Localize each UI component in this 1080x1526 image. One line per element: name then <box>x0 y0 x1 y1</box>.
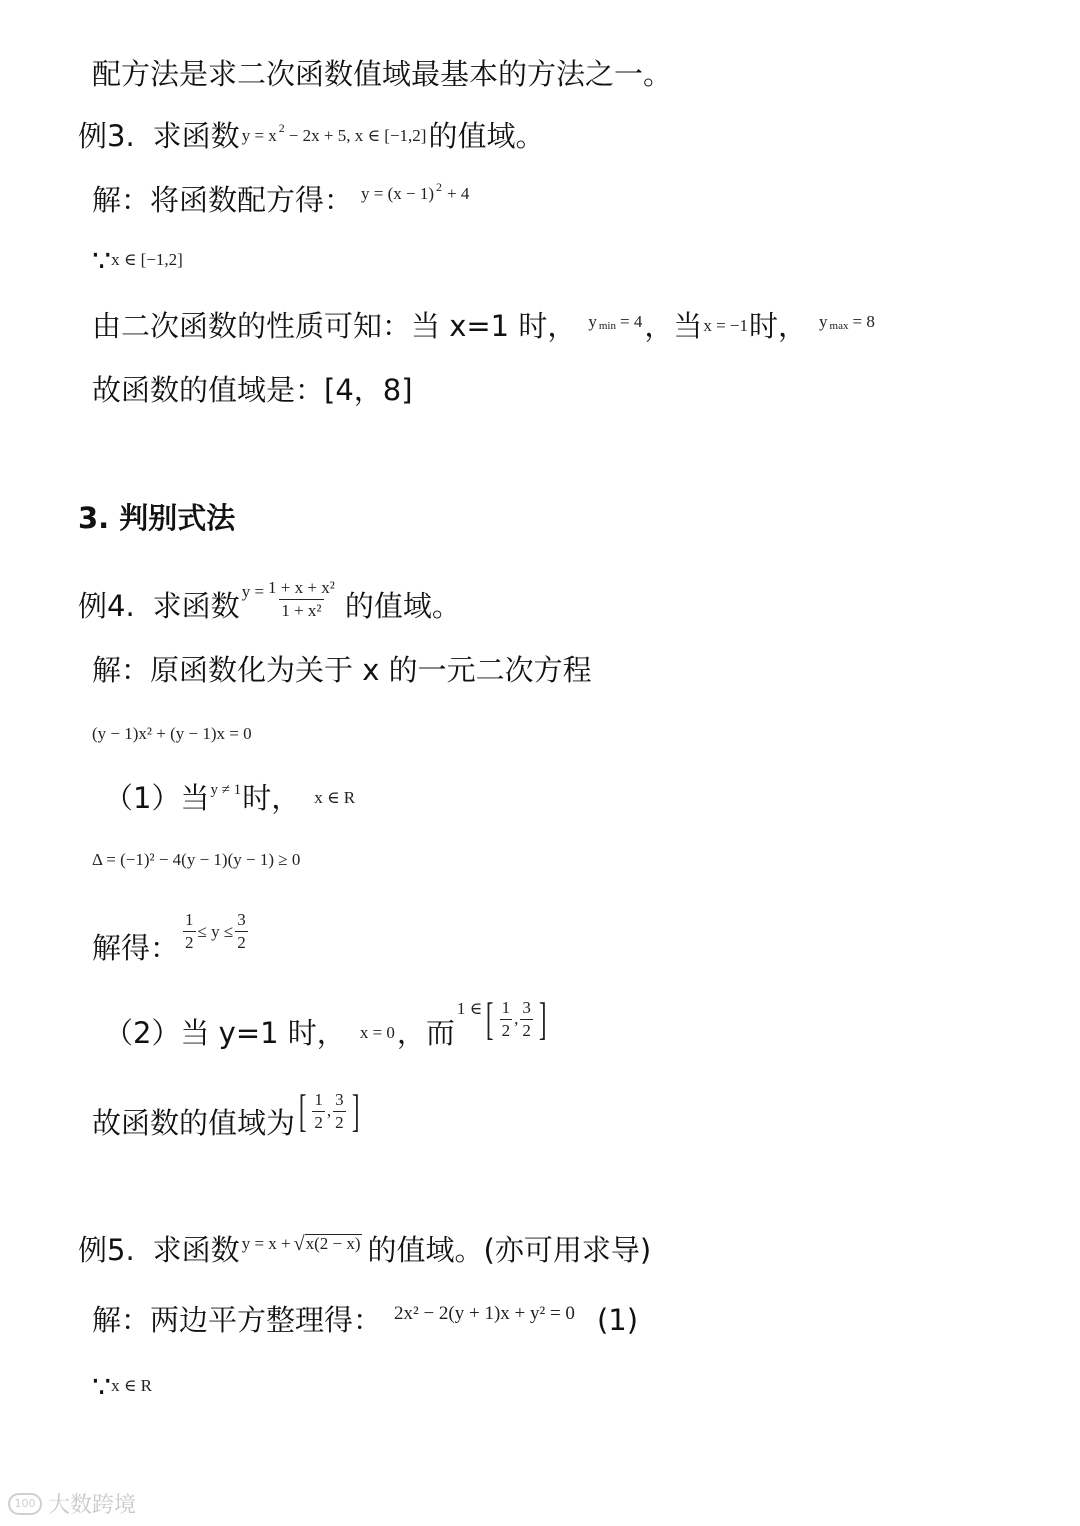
example-3-domain <box>92 240 185 280</box>
fraction-half <box>312 1090 325 1133</box>
case-1-domain: x ∈ R <box>314 788 356 807</box>
left-bracket: [ <box>486 993 494 1044</box>
fraction-half <box>183 910 196 953</box>
question-suffix: 的值域。 <box>344 588 461 623</box>
y-max-expression <box>819 302 875 342</box>
fraction-three-halves <box>235 910 248 953</box>
example-4-result <box>92 1085 363 1140</box>
completed-square <box>361 174 469 214</box>
expr-prefix: y = x + <box>241 1234 291 1253</box>
left-bracket: [ <box>298 1085 307 1136</box>
numerator: 3 <box>335 1089 344 1109</box>
numerator: 1 <box>314 1089 323 1109</box>
example-3-result: 故函数的值域是：[4，8] <box>92 373 413 407</box>
y-equals: y = <box>241 581 265 601</box>
fraction-numerator: 1 + x + x² <box>268 578 335 597</box>
square-root <box>294 1234 362 1254</box>
domain-expression: x ∈ R <box>111 1376 153 1395</box>
numerator: 1 <box>501 997 511 1017</box>
example-4-case-2 <box>104 993 552 1050</box>
radical-sign: √ <box>293 1233 305 1255</box>
because-symbol: ∵ <box>92 244 110 279</box>
expr-exponent: 2 <box>278 121 285 135</box>
denominator: 2 <box>501 1020 511 1040</box>
watermark-logo: 100 <box>8 1493 42 1515</box>
section-heading: 3. 判别式法 <box>78 501 236 535</box>
squared-equation: 2x² − 2(y + 1)x + y² = 0 <box>394 1303 575 1324</box>
rational-fraction <box>266 578 337 621</box>
question-suffix: 的值域。 <box>428 119 545 153</box>
middle-text-2: 时， <box>749 309 808 343</box>
example-4-solve <box>92 910 252 965</box>
numerator: 3 <box>237 910 246 929</box>
quadratic-equation: (y − 1)x² + (y − 1)x = 0 <box>92 724 252 743</box>
domain-expression: x ∈ [−1,2] <box>111 250 183 269</box>
equation-tag: (1) <box>596 1303 639 1337</box>
because-symbol: ∵ <box>92 1370 110 1405</box>
example-label: 例5. <box>78 1233 135 1267</box>
min-value: = 4 <box>619 312 643 331</box>
example-4-solution: 解：原函数化为关于 x 的一元二次方程 <box>92 653 592 687</box>
result-prefix: 故函数的值域为 <box>92 1106 296 1140</box>
case-2-prefix: （2）当 y=1 时， <box>104 1016 346 1050</box>
right-bracket: ] <box>351 1085 360 1136</box>
question-prefix: 求函数 <box>152 119 240 153</box>
y-symbol: y <box>819 312 828 331</box>
radicand: x(2 − x) <box>305 1234 361 1253</box>
numerator: 3 <box>522 997 531 1017</box>
case-1-middle: 时， <box>242 781 301 815</box>
example-5-solution <box>92 1300 638 1340</box>
solution-label: 解：将函数配方得： <box>92 183 354 217</box>
comma: , <box>514 1009 519 1028</box>
intro-text: 配方法是求二次函数值域最基本的方法之一。 <box>92 57 673 91</box>
watermark <box>8 1488 136 1519</box>
solve-inequality <box>181 910 250 953</box>
function-expression <box>242 116 427 156</box>
case-2-middle: ，而 <box>396 1016 455 1050</box>
example-label: 例4. <box>78 588 135 623</box>
case-2-x: x = 0 <box>359 1023 395 1042</box>
example-3-property <box>92 306 877 346</box>
expr-tail: − 2x + 5, x ∈ [−1,2] <box>288 126 427 145</box>
example-label: 例3. <box>78 119 135 153</box>
question-suffix: 的值域。(亦可用求导) <box>367 1233 652 1267</box>
fraction-three-halves <box>333 1090 346 1133</box>
middle-text: ，当 <box>644 309 703 343</box>
range-interval <box>295 1085 363 1136</box>
solution-label: 解：两边平方整理得： <box>92 1303 383 1337</box>
fraction-denominator: 1 + x² <box>281 601 322 620</box>
case-1-condition: y ≠ 1 <box>210 782 242 798</box>
denominator: 2 <box>314 1112 323 1132</box>
function-expression <box>242 1224 362 1264</box>
denominator: 2 <box>335 1112 344 1132</box>
fraction-three-halves <box>520 998 533 1041</box>
x-value: x = −1 <box>703 316 749 335</box>
solve-label: 解得： <box>92 930 180 965</box>
question-prefix: 求函数 <box>152 588 240 623</box>
denominator: 2 <box>185 933 194 952</box>
expr-base: y = x <box>241 126 277 145</box>
denominator: 2 <box>522 1020 531 1040</box>
example-3-solution <box>92 180 471 220</box>
fraction-half <box>500 998 513 1041</box>
example-4-case-1 <box>104 778 357 818</box>
membership-symbol: 1 ∈ <box>456 999 483 1018</box>
example-3-question <box>78 116 544 156</box>
question-prefix: 求函数 <box>152 1233 240 1267</box>
square-base: y = (x − 1) <box>361 184 435 203</box>
example-4-discriminant <box>92 840 300 880</box>
square-exponent: 2 <box>436 180 443 194</box>
max-subscript: max <box>829 320 849 332</box>
property-text: 由二次函数的性质可知：当 x=1 时， <box>92 309 577 343</box>
case-1-prefix: （1）当 <box>104 781 210 815</box>
membership-expression <box>456 993 550 1044</box>
square-tail: + 4 <box>447 184 470 203</box>
example-4-equation <box>92 714 252 754</box>
function-expression <box>242 578 339 621</box>
max-value: = 8 <box>852 312 875 331</box>
denominator: 2 <box>237 933 246 952</box>
comma: , <box>326 1101 332 1120</box>
example-5-domain <box>92 1366 154 1406</box>
min-subscript: min <box>598 320 616 332</box>
example-4-question <box>78 578 461 627</box>
discriminant-inequality: Δ = (−1)² − 4(y − 1)(y − 1) ≥ 0 <box>92 850 301 869</box>
y-symbol: y <box>588 312 597 331</box>
example-5-question <box>78 1230 651 1270</box>
right-bracket: ] <box>538 993 547 1044</box>
numerator: 1 <box>185 910 194 929</box>
y-min-expression <box>588 302 642 342</box>
watermark-text: 大数跨境 <box>48 1493 137 1518</box>
inequality-middle: ≤ y ≤ <box>197 921 234 941</box>
